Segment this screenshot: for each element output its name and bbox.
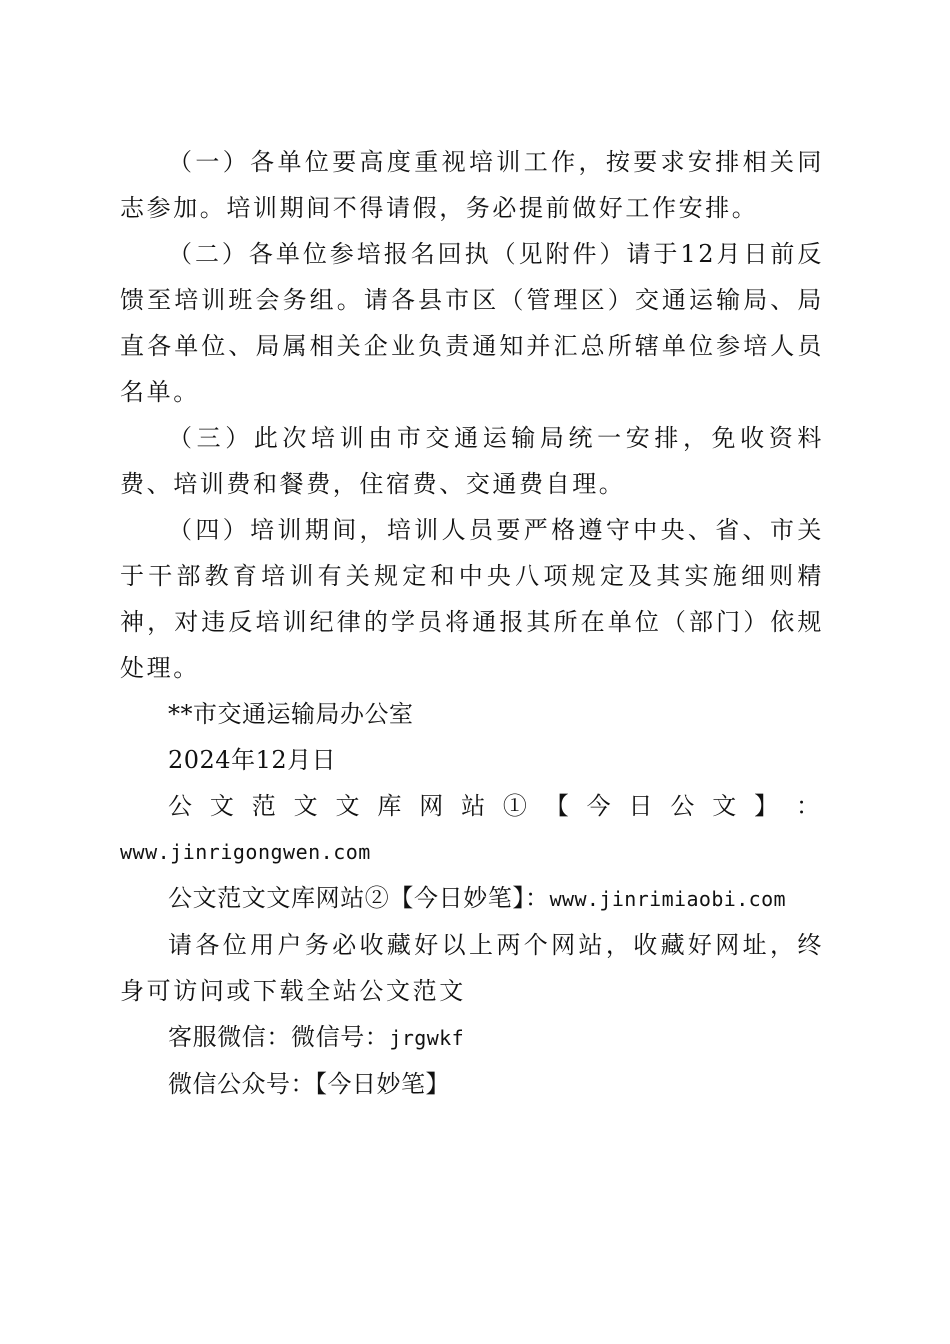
paragraph-1: （一）各单位要高度重视培训工作，按要求安排相关同志参加。培训期间不得请假，务必提前做好工作安排。 [120,148,824,222]
issue-date: 2024年12月日 [168,746,337,774]
site2-label: 公文范文文库网站②【今日妙笔】： [168,884,550,912]
wechat-id: jrgwkf [389,1026,465,1050]
issuer-name: **市交通运输局办公室 [168,700,414,728]
site2-line [120,875,824,922]
paragraph-3: （三）此次培训由市交通运输局统一安排，免收资料费、培训费和餐费，住宿费、交通费自理。 [120,424,824,498]
paragraph-2: （二）各单位参培报名回执（见附件）请于12月日前反馈至培训班会务组。请各县市区（管理区）交通运输局、局直各单位、局属相关企业负责通知并汇总所辖单位参培人员名单。 [120,240,824,406]
paragraph-4: （四）培训期间，培训人员要严格遵守中央、省、市关于干部教育培训有关规定和中央八项规定及其实施细则精神，对违反培训纪律的学员将通报其所在单位（部门）依规处理。 [120,516,824,682]
site2-url-link[interactable]: www.jinrimiaobi.com [549,887,786,911]
site1-url-link[interactable]: www.jinrigongwen.com [120,840,371,864]
document-body [120,139,824,1107]
bookmark-reminder: 请各位用户务必收藏好以上两个网站，收藏好网址，终身可访问或下载全站公文范文 [120,931,824,1005]
wechat-line [120,1014,824,1061]
site1-label: 公 文 范 文 文 库 网 站 ① 【 今 日 公 文 】 ： [168,792,824,820]
official-account: 微信公众号：【今日妙笔】 [168,1070,450,1098]
wechat-label: 客服微信：微信号： [168,1023,390,1051]
